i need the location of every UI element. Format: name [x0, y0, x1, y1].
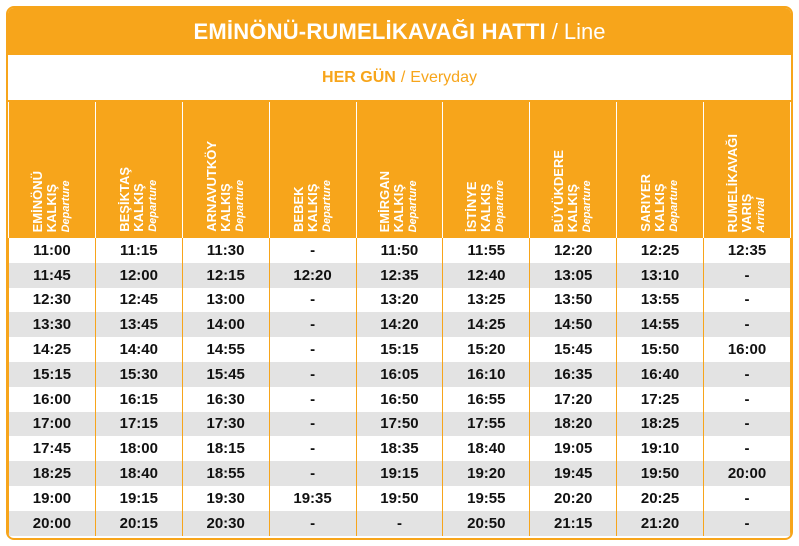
event-type-english: Arrival — [755, 197, 767, 232]
time-cell: 11:30 — [182, 238, 269, 263]
column-header — [269, 102, 356, 238]
station-name: BÜYÜKDERE — [551, 149, 567, 232]
time-cell: 19:00 — [9, 486, 96, 511]
table-row — [9, 337, 791, 362]
column-label — [292, 180, 334, 232]
time-cell: 11:00 — [9, 238, 96, 263]
time-cell: 11:50 — [356, 238, 443, 263]
station-name: ARNAVUTKÖY — [203, 141, 219, 232]
time-cell: - — [704, 263, 791, 288]
time-cell: 20:30 — [182, 511, 269, 536]
time-cell: 15:15 — [356, 337, 443, 362]
subtitle-separator: / — [400, 68, 406, 86]
time-cell: 13:00 — [182, 288, 269, 313]
time-cell: 19:50 — [617, 461, 704, 486]
time-cell: 19:15 — [95, 486, 182, 511]
schedule-days-bar — [8, 55, 791, 102]
table-row — [9, 412, 791, 437]
event-type-english: Departure — [668, 180, 681, 232]
time-cell: 18:20 — [530, 412, 617, 437]
time-cell: 17:30 — [182, 412, 269, 437]
time-cell: 12:20 — [530, 238, 617, 263]
column-header-wrap — [357, 102, 443, 238]
time-cell: 20:25 — [617, 486, 704, 511]
column-label — [118, 167, 160, 232]
line-title-english: Line — [563, 18, 606, 44]
time-cell: - — [704, 312, 791, 337]
event-type-english: Departure — [146, 180, 159, 232]
column-label — [726, 134, 768, 232]
time-cell: 17:20 — [530, 387, 617, 412]
time-cell: 15:45 — [182, 362, 269, 387]
table-row — [9, 263, 791, 288]
time-cell: 11:15 — [95, 238, 182, 263]
line-title: EMİNÖNÜ-RUMELİKAVAĞI HATTI — [193, 18, 546, 44]
time-cell: 16:00 — [9, 387, 96, 412]
time-cell: 14:55 — [182, 337, 269, 362]
column-header-wrap — [96, 102, 182, 238]
time-cell: 14:00 — [182, 312, 269, 337]
time-cell: 20:00 — [704, 461, 791, 486]
column-header-wrap — [617, 102, 703, 238]
time-cell: 18:25 — [9, 461, 96, 486]
time-cell: 15:15 — [9, 362, 96, 387]
time-cell: - — [704, 511, 791, 536]
time-cell: - — [269, 387, 356, 412]
header-row — [9, 102, 791, 238]
event-type-english: Departure — [494, 180, 507, 232]
time-cell: 20:50 — [443, 511, 530, 536]
time-cell: 20:20 — [530, 486, 617, 511]
title-bar — [8, 8, 791, 55]
time-cell: 13:55 — [617, 288, 704, 313]
time-cell: 17:50 — [356, 412, 443, 437]
time-cell: 20:00 — [9, 511, 96, 536]
event-type: KALKIŞ — [565, 183, 581, 232]
column-label — [465, 180, 507, 232]
time-cell: 18:40 — [95, 461, 182, 486]
column-header — [182, 102, 269, 238]
column-label — [552, 150, 594, 232]
time-cell: 15:30 — [95, 362, 182, 387]
schedule-days-english: Everyday — [410, 68, 477, 86]
time-cell: 17:25 — [617, 387, 704, 412]
time-cell: 21:15 — [530, 511, 617, 536]
title-separator: / — [551, 18, 558, 44]
time-cell: 14:50 — [530, 312, 617, 337]
column-label — [378, 171, 420, 232]
time-cell: - — [704, 288, 791, 313]
time-cell: 18:40 — [443, 436, 530, 461]
table-row — [9, 238, 791, 263]
time-cell: 16:10 — [443, 362, 530, 387]
time-cell: - — [269, 288, 356, 313]
schedule-days: HER GÜN — [322, 68, 396, 86]
time-cell: 20:15 — [95, 511, 182, 536]
time-cell: 19:50 — [356, 486, 443, 511]
column-header — [617, 102, 704, 238]
table-row — [9, 362, 791, 387]
event-type-english: Departure — [581, 180, 594, 232]
schedule-table — [8, 102, 791, 536]
timetable — [6, 6, 793, 540]
time-cell: - — [269, 362, 356, 387]
time-cell: 12:45 — [95, 288, 182, 313]
time-cell: 19:45 — [530, 461, 617, 486]
column-header — [704, 102, 791, 238]
event-type-english: Departure — [407, 180, 420, 232]
time-cell: 13:50 — [530, 288, 617, 313]
time-cell: 21:20 — [617, 511, 704, 536]
time-cell: - — [269, 461, 356, 486]
table-row — [9, 387, 791, 412]
event-type: KALKIŞ — [652, 183, 668, 232]
event-type: KALKIŞ — [478, 183, 494, 232]
time-cell: 18:15 — [182, 436, 269, 461]
column-label — [31, 171, 73, 232]
time-cell: 16:30 — [182, 387, 269, 412]
time-cell: - — [704, 387, 791, 412]
time-cell: 16:55 — [443, 387, 530, 412]
column-header — [443, 102, 530, 238]
table-row — [9, 312, 791, 337]
column-header-wrap — [530, 102, 616, 238]
time-cell: 19:35 — [269, 486, 356, 511]
time-cell: - — [704, 436, 791, 461]
column-header — [9, 102, 96, 238]
time-cell: 17:15 — [95, 412, 182, 437]
time-cell: 16:15 — [95, 387, 182, 412]
column-header-wrap — [183, 102, 269, 238]
time-cell: 18:00 — [95, 436, 182, 461]
table-row — [9, 486, 791, 511]
station-name: EMİNÖNÜ — [29, 170, 45, 232]
time-cell: 12:25 — [617, 238, 704, 263]
time-cell: - — [704, 412, 791, 437]
time-cell: - — [269, 412, 356, 437]
station-name: RUMELİKAVAĞI — [725, 133, 740, 232]
time-cell: 14:25 — [443, 312, 530, 337]
table-row — [9, 461, 791, 486]
column-header-wrap — [443, 102, 529, 238]
column-label — [639, 174, 681, 232]
station-name: İSTİNYE — [464, 181, 480, 232]
time-cell: 19:05 — [530, 436, 617, 461]
column-header — [356, 102, 443, 238]
schedule-body — [9, 238, 791, 536]
column-header-wrap — [704, 102, 790, 238]
time-cell: 19:55 — [443, 486, 530, 511]
time-cell: 14:20 — [356, 312, 443, 337]
event-type-english: Departure — [233, 180, 246, 232]
station-name: BEBEK — [290, 186, 306, 232]
column-header-wrap — [270, 102, 356, 238]
time-cell: 17:00 — [9, 412, 96, 437]
time-cell: 12:40 — [443, 263, 530, 288]
time-cell: 13:05 — [530, 263, 617, 288]
column-label — [205, 141, 247, 232]
table-row — [9, 511, 791, 536]
time-cell: 15:50 — [617, 337, 704, 362]
event-type-english: Departure — [320, 180, 333, 232]
time-cell: 18:35 — [356, 436, 443, 461]
time-cell: 19:15 — [356, 461, 443, 486]
station-name: BEŞİKTAŞ — [116, 167, 132, 232]
time-cell: 12:35 — [704, 238, 791, 263]
time-cell: 17:55 — [443, 412, 530, 437]
time-cell: 11:45 — [9, 263, 96, 288]
time-cell: 11:55 — [443, 238, 530, 263]
column-header-wrap — [9, 102, 95, 238]
time-cell: 13:30 — [9, 312, 96, 337]
station-name: SARIYER — [638, 174, 654, 232]
time-cell: 14:55 — [617, 312, 704, 337]
time-cell: 18:55 — [182, 461, 269, 486]
column-header — [95, 102, 182, 238]
time-cell: - — [269, 238, 356, 263]
table-row — [9, 288, 791, 313]
event-type-english: Departure — [59, 180, 72, 232]
event-type: KALKIŞ — [304, 183, 320, 232]
time-cell: 12:30 — [9, 288, 96, 313]
time-cell: - — [356, 511, 443, 536]
time-cell: 19:20 — [443, 461, 530, 486]
time-cell: - — [704, 486, 791, 511]
time-cell: - — [269, 436, 356, 461]
time-cell: 13:20 — [356, 288, 443, 313]
event-type: KALKIŞ — [391, 183, 407, 232]
time-cell: 16:40 — [617, 362, 704, 387]
time-cell: 13:45 — [95, 312, 182, 337]
time-cell: 12:15 — [182, 263, 269, 288]
time-cell: 12:00 — [95, 263, 182, 288]
time-cell: 16:35 — [530, 362, 617, 387]
time-cell: 17:45 — [9, 436, 96, 461]
event-type: VARIŞ — [739, 193, 754, 232]
time-cell: - — [269, 511, 356, 536]
time-cell: 19:10 — [617, 436, 704, 461]
time-cell: 15:20 — [443, 337, 530, 362]
time-cell: 14:25 — [9, 337, 96, 362]
event-type: KALKIŞ — [217, 183, 233, 232]
station-name: EMİRGAN — [377, 170, 393, 232]
time-cell: - — [704, 362, 791, 387]
time-cell: 14:40 — [95, 337, 182, 362]
time-cell: 12:35 — [356, 263, 443, 288]
time-cell: 12:20 — [269, 263, 356, 288]
event-type: KALKIŞ — [130, 183, 146, 232]
time-cell: 15:45 — [530, 337, 617, 362]
time-cell: 19:30 — [182, 486, 269, 511]
time-cell: - — [269, 337, 356, 362]
time-cell: 16:05 — [356, 362, 443, 387]
column-header — [530, 102, 617, 238]
time-cell: - — [269, 312, 356, 337]
time-cell: 16:00 — [704, 337, 791, 362]
time-cell: 16:50 — [356, 387, 443, 412]
time-cell: 18:25 — [617, 412, 704, 437]
event-type: KALKIŞ — [43, 183, 59, 232]
table-row — [9, 436, 791, 461]
time-cell: 13:25 — [443, 288, 530, 313]
time-cell: 13:10 — [617, 263, 704, 288]
